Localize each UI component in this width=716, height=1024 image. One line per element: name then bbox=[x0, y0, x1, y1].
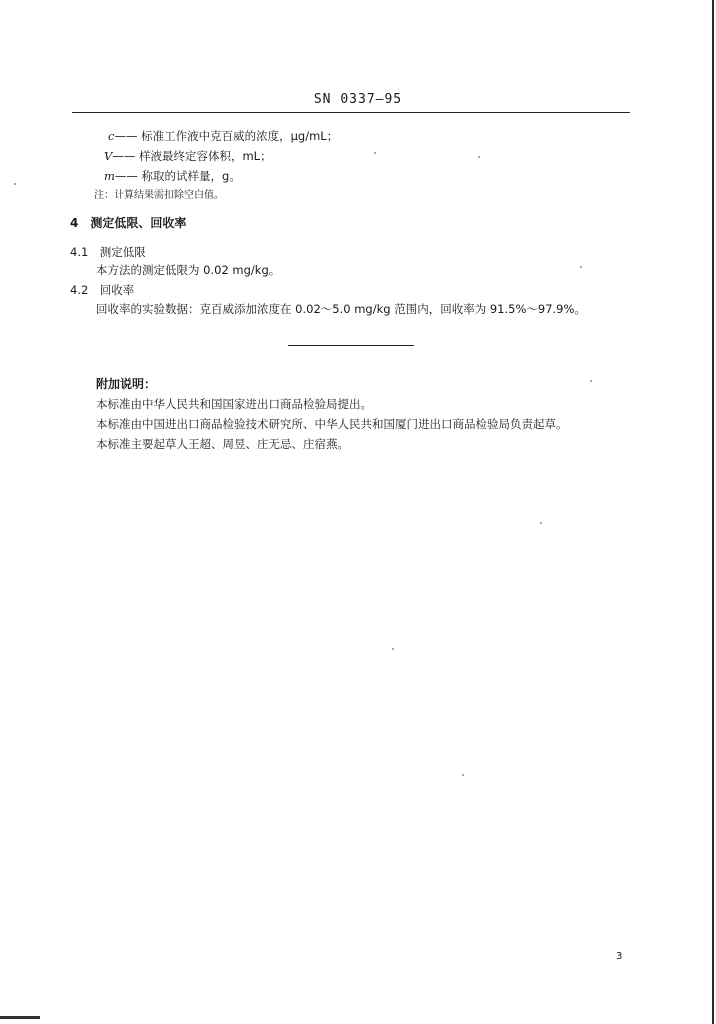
appendix-line: 本标准由中国进出口商品检验技术研究所、中华人民共和国厦门进出口商品检验局负责起草。 bbox=[96, 417, 568, 431]
variable-description: —— 称取的试样量，g。 bbox=[114, 169, 241, 183]
scan-speck bbox=[478, 156, 480, 158]
scan-edge-mark bbox=[0, 1016, 40, 1019]
variable-symbol: m bbox=[104, 169, 115, 183]
standard-code-header: SN 0337—95 bbox=[313, 92, 403, 107]
scan-speck bbox=[590, 380, 592, 382]
section-4-2-title: 4.2 回收率 bbox=[70, 283, 135, 297]
appendix-line: 本标准由中华人民共和国国家进出口商品检验局提出。 bbox=[96, 397, 372, 411]
end-rule bbox=[288, 345, 414, 346]
page-number: 3 bbox=[616, 951, 623, 962]
section-4-1-title: 4.1 测定低限 bbox=[70, 245, 146, 259]
section-4-1-text: 本方法的测定低限为 0.02 mg/kg。 bbox=[96, 263, 281, 277]
variable-description: —— 样液最终定容体积，mL； bbox=[112, 149, 272, 163]
variable-description: —— 标准工作液中克百威的浓度，μg/mL； bbox=[114, 129, 339, 143]
section-4-title: 4 测定低限、回收率 bbox=[70, 216, 187, 230]
variable-symbol: c bbox=[108, 129, 115, 143]
scan-speck bbox=[540, 522, 542, 524]
appendix-title: 附加说明： bbox=[96, 377, 157, 391]
variable-symbol: V bbox=[104, 149, 113, 163]
scan-speck bbox=[374, 152, 376, 154]
page-edge bbox=[712, 0, 714, 1024]
note: 注：计算结果需扣除空白值。 bbox=[94, 190, 224, 201]
variable-v-line bbox=[104, 148, 272, 164]
section-4-2-text: 回收率的实验数据：克百威添加浓度在 0.02～5.0 mg/kg 范围内，回收率为 91.5%～97.9%。 bbox=[96, 302, 586, 316]
scan-speck bbox=[392, 648, 394, 650]
variable-c-line bbox=[108, 128, 338, 144]
scan-speck bbox=[462, 774, 464, 776]
header-rule bbox=[72, 112, 630, 113]
scan-speck bbox=[14, 183, 16, 185]
scan-speck bbox=[580, 266, 582, 268]
variable-m-line bbox=[104, 168, 241, 184]
appendix-line: 本标准主要起草人王超、周昱、庄无忌、庄宿燕。 bbox=[96, 437, 349, 451]
